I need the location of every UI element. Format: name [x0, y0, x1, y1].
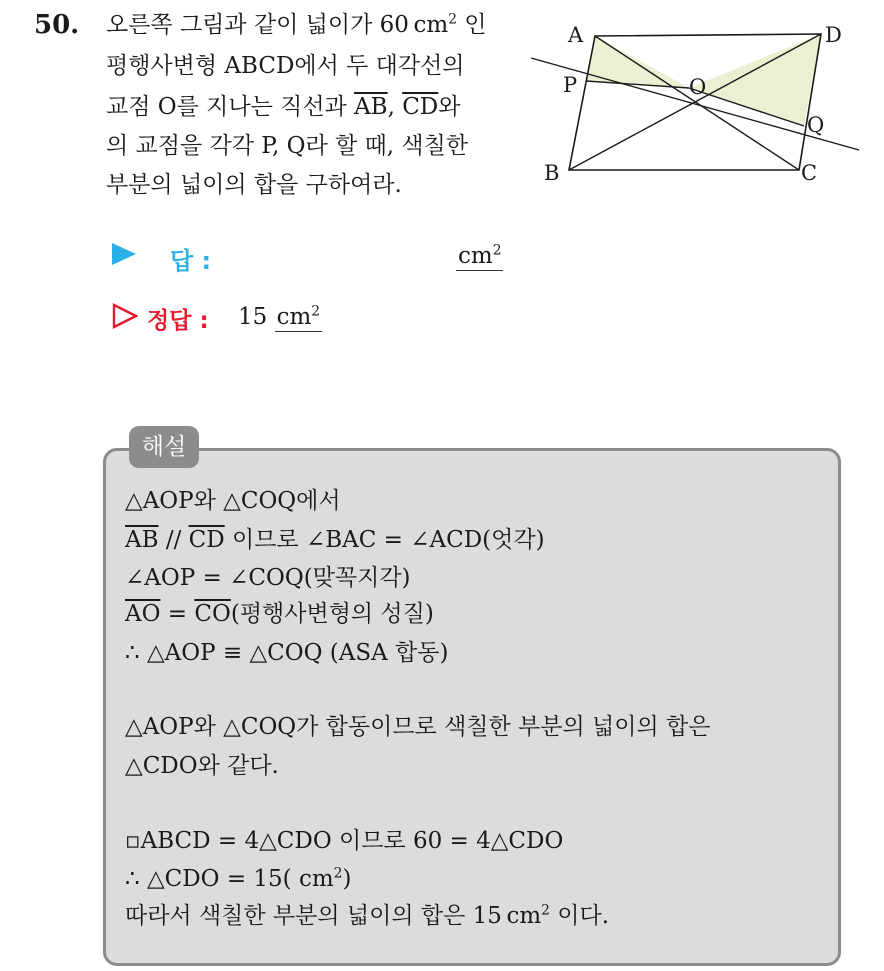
correct-answer-label: 정답 : — [147, 308, 209, 334]
question-line-3: 교점 O를 지나는 직선과 $\overline{AB}$, $\overline{CD}$와 — [106, 94, 461, 120]
question-line-4: 의 교점을 각각 P, Q라 할 때, 색칠한 — [106, 133, 469, 159]
solution-line-2: $\overline{AB} // \overline{CD}$ 이므로 ∠BAC = ∠ACD(엇각) — [125, 527, 545, 553]
solution-line-10: 따라서 색칠한 부분의 넓이의 합은 15 $cm^2$ 이다. — [125, 902, 610, 929]
label-d: D — [825, 23, 842, 47]
solution-tab: 해설 — [129, 426, 199, 468]
answer-arrow-icon — [112, 243, 136, 265]
solution-line-7: △CDO와 같다. — [125, 753, 279, 779]
label-c: C — [801, 161, 818, 185]
question-line-2: 평행사변형 ABCD에서 두 대각선의 — [106, 53, 465, 79]
question-number: 50. — [34, 10, 80, 40]
solution-line-4: $\overline{AO} = \overline{CO}$(평행사변형의 성질) — [125, 601, 434, 627]
answer-label: 답 : — [170, 247, 212, 275]
question-line-1: 오른쪽 그림과 같이 넓이가 60 $cm^2$ 인 — [106, 11, 487, 38]
solution-line-8: ▫ABCD = 4△CDO 이므로 60 = 4△CDO — [125, 828, 564, 854]
shaded-triangle-aop — [586, 36, 689, 88]
solution-line-6: △AOP와 △COQ가 합동이므로 색칠한 부분의 넓이의 합은 — [125, 714, 711, 740]
label-p: P — [563, 73, 578, 97]
label-b: B — [544, 161, 560, 185]
shaded-triangle-cdo — [689, 34, 821, 126]
solution-line-3: ∠AOP = ∠COQ(맞꼭지각) — [125, 565, 411, 591]
question-line-5: 부분의 넓이의 합을 구하여라. — [106, 172, 402, 198]
answer-blank-unit[interactable]: $cm^2$ — [458, 242, 502, 269]
label-q: Q — [807, 113, 825, 137]
label-a: A — [568, 23, 584, 47]
solution-line-5: ∴ △AOP ≡ △COQ (ASA 합동) — [125, 640, 449, 666]
correct-arrow-icon — [112, 303, 138, 329]
solution-line-9: ∴ △CDO = 15( $cm^2$) — [125, 865, 352, 892]
parallelogram-figure — [525, 18, 865, 188]
label-o: O — [689, 75, 707, 99]
solution-line-1: △AOP와 △COQ에서 — [125, 488, 341, 514]
correct-answer-value: 15 $cm^2$ — [238, 303, 321, 330]
